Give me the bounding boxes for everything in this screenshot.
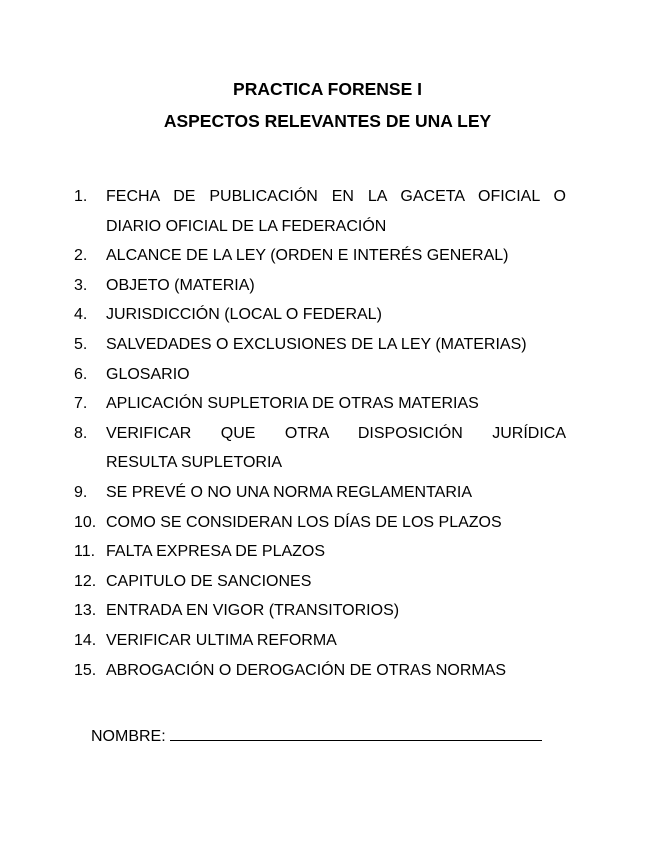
- item-number: 14.: [74, 631, 97, 649]
- item-number: 8.: [74, 424, 88, 442]
- item-text: SE PREVÉ O NO UNA NORMA REGLAMENTARIA: [106, 483, 472, 501]
- item-text: CAPITULO DE SANCIONES: [106, 572, 312, 590]
- item-number: 4.: [74, 306, 88, 324]
- item-text: VERIFICAR ULTIMA REFORMA: [106, 631, 337, 649]
- document-title: PRACTICA FORENSE I: [233, 79, 422, 99]
- list-item: [74, 419, 566, 478]
- item-number: 6.: [74, 365, 88, 383]
- item-number: 1.: [74, 188, 88, 205]
- list-item: [74, 300, 566, 330]
- name-field-row: [91, 724, 542, 748]
- name-blank-line[interactable]: [170, 724, 542, 741]
- list-item: [74, 478, 566, 508]
- item-text: FECHA DE PUBLICACIÓN EN LA GACETA OFICIAL O DIARIO OFICIAL DE LA FEDERACIÓN: [106, 188, 566, 235]
- item-text: ABROGACIÓN O DEROGACIÓN DE OTRAS NORMAS: [106, 661, 507, 679]
- item-number: 3.: [74, 276, 88, 294]
- list-item: [74, 626, 566, 656]
- item-text: OBJETO (MATERIA): [106, 276, 255, 294]
- item-number: 10.: [74, 513, 97, 531]
- list-item: [74, 508, 566, 538]
- list-item: [74, 182, 566, 241]
- list-item: [74, 656, 566, 686]
- item-text: SALVEDADES O EXCLUSIONES DE LA LEY (MATERIAS): [106, 335, 527, 353]
- list-item: [74, 567, 566, 597]
- item-number: 7.: [74, 395, 88, 413]
- item-number: 11.: [74, 543, 96, 561]
- list-item: [74, 389, 566, 419]
- item-text: COMO SE CONSIDERAN LOS DÍAS DE LOS PLAZOS: [106, 513, 502, 531]
- name-label: NOMBRE:: [91, 728, 166, 745]
- list-item: [74, 537, 566, 567]
- item-number: 5.: [74, 335, 88, 353]
- item-text: JURISDICCIÓN (LOCAL O FEDERAL): [106, 306, 382, 324]
- document-subtitle: ASPECTOS RELEVANTES DE UNA LEY: [163, 111, 492, 131]
- list-item: [74, 360, 566, 390]
- item-text: FALTA EXPRESA DE PLAZOS: [106, 543, 326, 561]
- item-number: 2.: [74, 247, 88, 265]
- item-number: 9.: [74, 483, 88, 501]
- item-number: 13.: [74, 602, 97, 620]
- item-text: APLICACIÓN SUPLETORIA DE OTRAS MATERIAS: [106, 395, 479, 413]
- aspects-list: [74, 182, 566, 685]
- item-text: ENTRADA EN VIGOR (TRANSITORIOS): [106, 602, 400, 620]
- item-text: VERIFICAR QUE OTRA DISPOSICIÓN JURÍDICA RESULTA SUPLETORIA: [106, 424, 566, 472]
- list-item: [74, 330, 566, 360]
- item-text: GLOSARIO: [106, 365, 190, 383]
- item-number: 12.: [74, 572, 97, 590]
- list-item: [74, 596, 566, 626]
- item-text: ALCANCE DE LA LEY (ORDEN E INTERÉS GENERAL): [106, 247, 509, 265]
- list-item: [74, 271, 566, 301]
- item-number: 15.: [74, 661, 97, 679]
- list-item: [74, 241, 566, 271]
